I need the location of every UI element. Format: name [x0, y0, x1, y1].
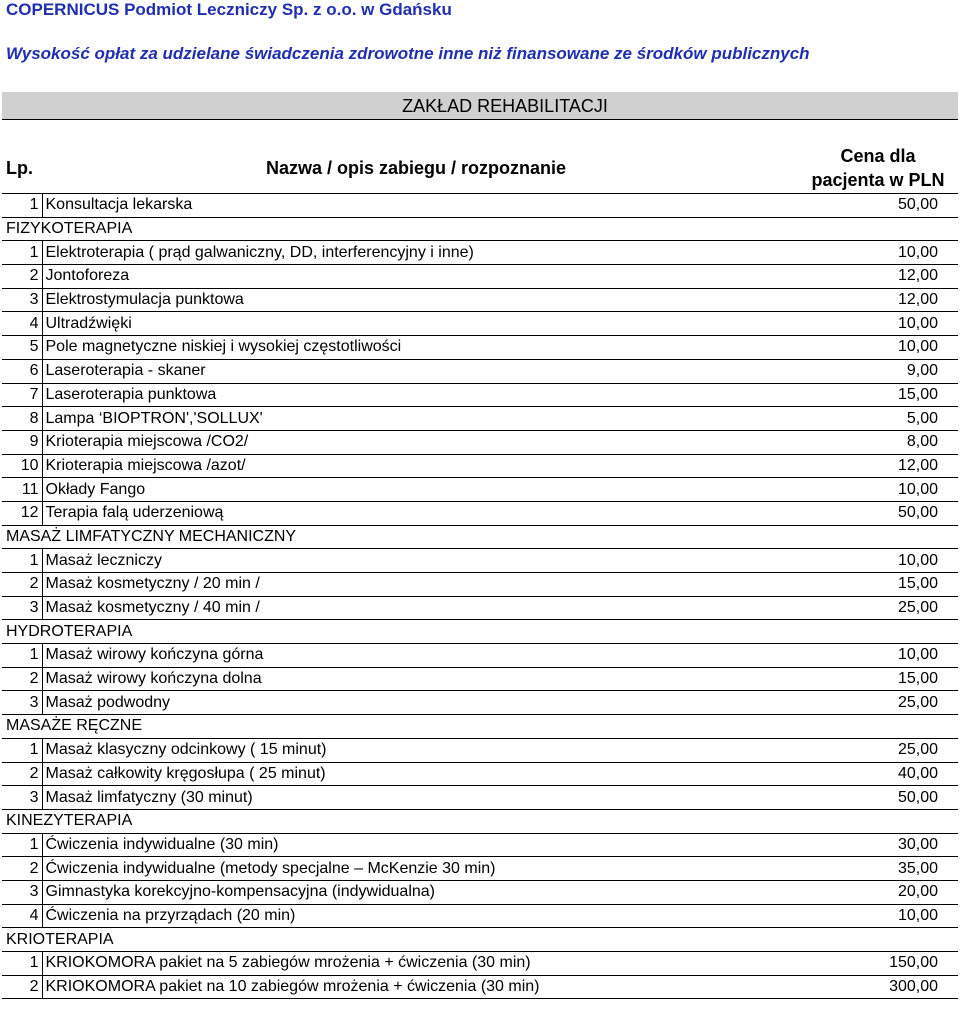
section-row — [2, 620, 958, 644]
section-title: MASAŻE RĘCZNE — [2, 715, 958, 739]
row-number: 11 — [2, 478, 42, 502]
section-row — [2, 928, 958, 952]
procedure-name: Krioterapia miejscowa /CO2/ — [42, 430, 798, 454]
procedure-name: Masaż całkowity kręgosłupa ( 25 minut) — [42, 762, 798, 786]
column-header-name: Nazwa / opis zabiegu / rozpoznanie — [42, 143, 798, 194]
procedure-price: 20,00 — [798, 880, 958, 904]
document-subtitle: Wysokość opłat za udzielane świadczenia zdrowotne inne niż finansowane ze środków publicznych — [6, 44, 810, 63]
row-number: 12 — [2, 501, 42, 525]
procedure-name: Elektrostymulacja punktowa — [42, 288, 798, 312]
procedure-name: Krioterapia miejscowa /azot/ — [42, 454, 798, 478]
table-row — [2, 975, 958, 999]
procedure-name: Pole magnetyczne niskiej i wysokiej częstotliwości — [42, 336, 798, 360]
procedure-name: Ćwiczenia indywidualne (30 min) — [42, 833, 798, 857]
row-number: 6 — [2, 359, 42, 383]
table-row — [2, 478, 958, 502]
procedure-name: Masaż klasyczny odcinkowy ( 15 minut) — [42, 738, 798, 762]
procedure-price: 35,00 — [798, 857, 958, 881]
table-row — [2, 857, 958, 881]
procedure-name: Okłady Fango — [42, 478, 798, 502]
procedure-price: 15,00 — [798, 667, 958, 691]
procedure-price: 50,00 — [798, 786, 958, 810]
table-row — [2, 880, 958, 904]
column-header-price-line1: Cena dla — [840, 146, 916, 166]
procedure-name: Terapia falą uderzeniową — [42, 501, 798, 525]
procedure-name: KRIOKOMORA pakiet na 10 zabiegów mrożenia + ćwiczenia (30 min) — [42, 975, 798, 999]
procedure-price: 12,00 — [798, 288, 958, 312]
table-row — [2, 952, 958, 976]
procedure-price: 10,00 — [798, 549, 958, 573]
procedure-name: Laseroterapia - skaner — [42, 359, 798, 383]
procedure-name: Masaż kosmetyczny / 20 min / — [42, 573, 798, 597]
table-row — [2, 312, 958, 336]
row-number: 2 — [2, 975, 42, 999]
procedure-price: 10,00 — [798, 904, 958, 928]
procedure-price: 5,00 — [798, 407, 958, 431]
table-row — [2, 288, 958, 312]
table-row — [2, 762, 958, 786]
section-title: HYDROTERAPIA — [2, 620, 958, 644]
table-row — [2, 738, 958, 762]
procedure-name: Jontoforeza — [42, 265, 798, 289]
procedure-name: Masaż podwodny — [42, 691, 798, 715]
procedure-name: Ćwiczenia na przyrządach (20 min) — [42, 904, 798, 928]
row-number: 4 — [2, 312, 42, 336]
row-number: 7 — [2, 383, 42, 407]
row-number: 10 — [2, 454, 42, 478]
procedure-price: 25,00 — [798, 738, 958, 762]
column-header-lp: Lp. — [2, 143, 42, 194]
procedure-price: 9,00 — [798, 359, 958, 383]
row-number: 1 — [2, 833, 42, 857]
row-number: 1 — [2, 952, 42, 976]
procedure-name: Lampa ‘BIOPTRON','SOLLUX' — [42, 407, 798, 431]
table-row — [2, 691, 958, 715]
procedure-price: 150,00 — [798, 952, 958, 976]
row-number: 3 — [2, 288, 42, 312]
row-number: 2 — [2, 265, 42, 289]
procedure-name: Konsultacja lekarska — [42, 194, 798, 218]
section-row — [2, 525, 958, 549]
table-row — [2, 265, 958, 289]
procedure-price: 50,00 — [798, 501, 958, 525]
table-row — [2, 667, 958, 691]
procedure-name: KRIOKOMORA pakiet na 5 zabiegów mrożenia + ćwiczenia (30 min) — [42, 952, 798, 976]
procedure-price: 12,00 — [798, 454, 958, 478]
procedure-name: Masaż wirowy kończyna górna — [42, 644, 798, 668]
table-row — [2, 596, 958, 620]
row-number: 5 — [2, 336, 42, 360]
procedure-price: 10,00 — [798, 241, 958, 265]
table-row — [2, 407, 958, 431]
row-number: 1 — [2, 738, 42, 762]
procedure-price: 30,00 — [798, 833, 958, 857]
table-row — [2, 549, 958, 573]
row-number: 8 — [2, 407, 42, 431]
row-number: 2 — [2, 762, 42, 786]
procedure-price: 25,00 — [798, 596, 958, 620]
row-number: 2 — [2, 667, 42, 691]
row-number: 3 — [2, 691, 42, 715]
row-number: 3 — [2, 880, 42, 904]
section-title: KRIOTERAPIA — [2, 928, 958, 952]
table-row — [2, 194, 958, 218]
procedure-price: 8,00 — [798, 430, 958, 454]
row-number: 1 — [2, 194, 42, 218]
table-row — [2, 241, 958, 265]
row-number: 2 — [2, 857, 42, 881]
section-title: KINEZYTERAPIA — [2, 809, 958, 833]
column-header-price-line2: pacjenta w PLN — [811, 170, 945, 190]
row-number: 3 — [2, 786, 42, 810]
table-row — [2, 833, 958, 857]
section-title: MASAŻ LIMFATYCZNY MECHANICZNY — [2, 525, 958, 549]
procedure-name: Masaż kosmetyczny / 40 min / — [42, 596, 798, 620]
table-row — [2, 359, 958, 383]
procedure-price: 300,00 — [798, 975, 958, 999]
procedure-price: 10,00 — [798, 644, 958, 668]
row-number: 1 — [2, 644, 42, 668]
company-name: COPERNICUS Podmiot Leczniczy Sp. z o.o. w Gdańsku — [6, 0, 452, 19]
row-number: 1 — [2, 241, 42, 265]
table-row — [2, 454, 958, 478]
table-row — [2, 430, 958, 454]
column-header-price — [798, 143, 958, 194]
row-number: 9 — [2, 430, 42, 454]
section-row — [2, 809, 958, 833]
procedure-price: 40,00 — [798, 762, 958, 786]
procedure-price: 12,00 — [798, 265, 958, 289]
procedure-name: Laseroterapia punktowa — [42, 383, 798, 407]
section-row — [2, 217, 958, 241]
department-banner — [2, 92, 958, 120]
procedure-name: Masaż limfatyczny (30 minut) — [42, 786, 798, 810]
row-number: 1 — [2, 549, 42, 573]
row-number: 2 — [2, 573, 42, 597]
procedure-price: 15,00 — [798, 383, 958, 407]
procedure-price: 10,00 — [798, 336, 958, 360]
table-row — [2, 336, 958, 360]
procedure-name: Elektroterapia ( prąd galwaniczny, DD, interferencyjny i inne) — [42, 241, 798, 265]
table-row — [2, 573, 958, 597]
price-table — [2, 143, 958, 999]
table-row — [2, 786, 958, 810]
section-row — [2, 715, 958, 739]
procedure-name: Gimnastyka korekcyjno-kompensacyjna (indywidualna) — [42, 880, 798, 904]
procedure-price: 10,00 — [798, 478, 958, 502]
procedure-price: 50,00 — [798, 194, 958, 218]
procedure-price: 25,00 — [798, 691, 958, 715]
table-row — [2, 501, 958, 525]
procedure-name: Masaż leczniczy — [42, 549, 798, 573]
procedure-name: Ultradźwięki — [42, 312, 798, 336]
table-row — [2, 644, 958, 668]
table-header-row — [2, 143, 958, 194]
table-body — [2, 194, 958, 999]
row-number: 4 — [2, 904, 42, 928]
department-title: ZAKŁAD REHABILITACJI — [402, 96, 608, 116]
table-row — [2, 383, 958, 407]
procedure-price: 15,00 — [798, 573, 958, 597]
row-number: 3 — [2, 596, 42, 620]
table-row — [2, 904, 958, 928]
procedure-price: 10,00 — [798, 312, 958, 336]
section-title: FIZYKOTERAPIA — [2, 217, 958, 241]
procedure-name: Ćwiczenia indywidualne (metody specjalne – McKenzie 30 min) — [42, 857, 798, 881]
procedure-name: Masaż wirowy kończyna dolna — [42, 667, 798, 691]
